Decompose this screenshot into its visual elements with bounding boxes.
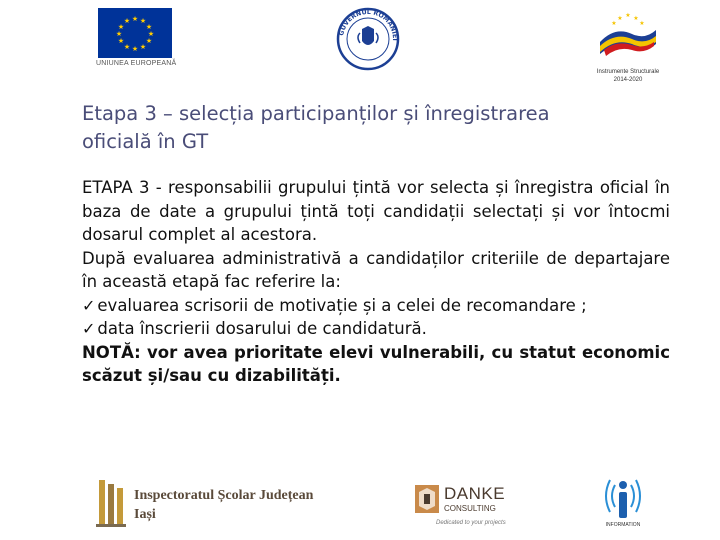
information-logo — [598, 474, 648, 532]
svg-text:★: ★ — [131, 15, 139, 23]
gov-ring-text: GUVERNUL ROMÂNIEI — [338, 8, 399, 41]
bullet-item — [82, 317, 670, 341]
svg-text:★: ★ — [123, 43, 131, 51]
svg-text:★: ★ — [123, 17, 131, 25]
danke-wordmark: DANKE — [444, 484, 506, 503]
instr-caption-2: 2014-2020 — [613, 77, 643, 83]
svg-text:★: ★ — [617, 15, 623, 22]
checkmark-icon: ✓ — [82, 295, 96, 315]
svg-text:★: ★ — [115, 30, 123, 38]
svg-text:★: ★ — [131, 45, 139, 53]
paragraph-intro: ETAPA 3 - responsabilii grupului țintă vor selecta și înregistra oficial în baza de date a grupului țintă toți candidații selectați și vor întocmi dosarul complet al acestora. — [82, 178, 670, 244]
danke-emblem-icon — [414, 484, 440, 514]
isj-iasi-logo — [96, 474, 326, 532]
danke-subtitle: CONSULTING — [444, 504, 496, 513]
danke-consulting-logo — [414, 484, 510, 530]
eu-logo — [96, 8, 176, 70]
svg-text:★: ★ — [639, 20, 645, 27]
svg-text:★: ★ — [117, 23, 125, 31]
svg-text:★: ★ — [145, 37, 153, 45]
isj-city: Iași — [134, 507, 156, 522]
instr-flag-icon — [590, 8, 666, 64]
slide-title — [82, 100, 642, 156]
paragraph-criteria: După evaluarea administrativă a candidaților criteriile de departajare în această etapă fac referire la: — [82, 248, 670, 291]
note-paragraph: NOTĂ: vor avea prioritate elevi vulnerabili, cu statut economic scăzut și/sau cu dizabilități. — [82, 342, 670, 385]
bullet-text-2: data înscrierii dosarului de candidatură. — [97, 319, 427, 338]
eu-flag-icon — [98, 8, 172, 58]
checkmark-icon: ✓ — [82, 319, 96, 338]
svg-text:★: ★ — [117, 37, 125, 45]
bullet-text-1: evaluarea scrisorii de motivație și a celei de recomandare ; — [97, 295, 587, 315]
svg-text:★: ★ — [633, 15, 639, 22]
info-icon — [598, 474, 648, 522]
svg-text:★: ★ — [139, 17, 147, 25]
eu-caption: UNIUNEA EUROPEANĂ — [96, 60, 177, 67]
svg-text:★: ★ — [147, 30, 155, 38]
isj-name: Inspectoratul Școlar Județean — [134, 488, 314, 503]
instr-caption-1: Instrumente Structurale — [596, 69, 660, 75]
svg-text:★: ★ — [145, 23, 153, 31]
title-line-2: oficială în GT — [82, 130, 209, 153]
svg-text:★: ★ — [611, 20, 617, 27]
title-line-1: Etapa 3 – selecția participanților și înregistrarea — [82, 102, 550, 125]
romanian-government-seal — [336, 7, 400, 71]
structural-instruments-logo — [590, 8, 666, 84]
danke-tagline: Dedicated to your projects — [436, 520, 506, 526]
info-caption: INFORMATION — [605, 522, 641, 528]
svg-text:★: ★ — [139, 43, 147, 51]
slide-body — [82, 176, 670, 388]
svg-text:★: ★ — [625, 12, 631, 19]
bullet-item — [82, 294, 670, 318]
isj-emblem-icon — [96, 476, 126, 528]
